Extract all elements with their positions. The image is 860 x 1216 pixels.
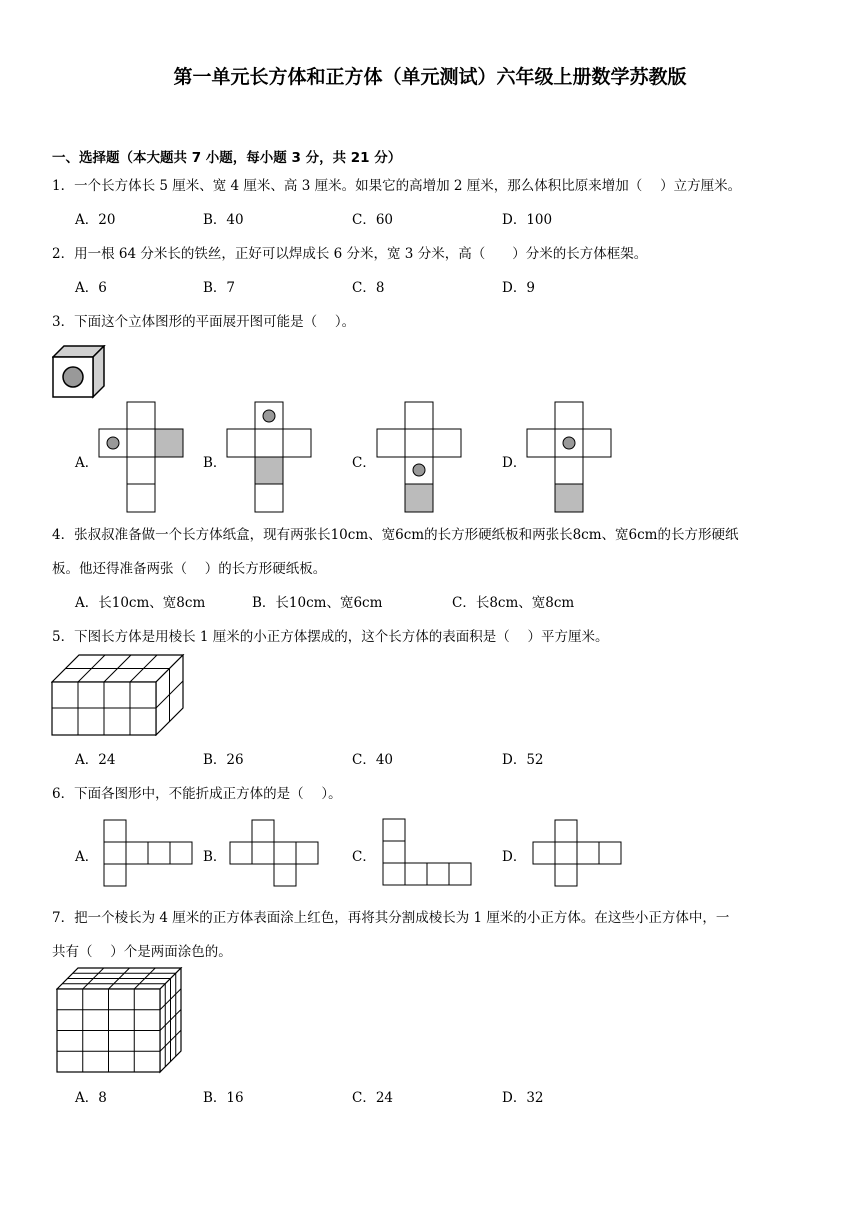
page-title: 第一单元长方体和正方体（单元测试）六年级上册数学苏教版	[173, 66, 687, 88]
q5-option-b[interactable]: B．26	[203, 752, 244, 768]
q6-net-d-figure[interactable]	[532, 819, 626, 887]
q5-option-c[interactable]: C．40	[352, 752, 394, 768]
q7-option-b[interactable]: B．16	[203, 1090, 244, 1106]
question-6-text: 6．下面各图形中，不能折成正方体的是（ ）。	[52, 786, 342, 802]
q6-option-a[interactable]: A．	[75, 849, 99, 865]
net-b-figure[interactable]	[226, 401, 314, 513]
q4-option-c[interactable]: C．长8cm、宽8cm	[452, 595, 575, 611]
question-4-text-line1: 4．张叔叔准备做一个长方体纸盒，现有两张长10cm、宽6cm的长方形硬纸板和两张长8cm、宽6cm的长方形硬纸	[52, 527, 739, 543]
q3-option-c[interactable]: C．	[352, 455, 376, 471]
section-heading: 一、选择题（本大题共 7 小题，每小题 3 分，共 21 分）	[52, 150, 402, 166]
q6-option-d[interactable]: D．	[502, 849, 527, 865]
q5-option-a[interactable]: A．24	[75, 752, 116, 768]
painted-cube-figure	[56, 967, 184, 1075]
q1-option-a[interactable]: A．20	[75, 212, 116, 228]
q6-net-c-figure[interactable]	[382, 818, 476, 888]
question-3-text: 3．下面这个立体图形的平面展开图可能是（ ）。	[52, 314, 356, 330]
q3-option-b[interactable]: B．	[203, 455, 227, 471]
q6-option-c[interactable]: C．	[352, 849, 376, 865]
question-2-text: 2．用一根 64 分米长的铁丝，正好可以焊成长 6 分米，宽 3 分米，高（ ）分米的长方体框架。	[52, 246, 648, 262]
net-a-figure[interactable]	[98, 401, 186, 513]
q2-option-c[interactable]: C．8	[352, 280, 385, 296]
cube-with-circle-figure	[52, 345, 106, 399]
question-7-text-line1: 7．把一个棱长为 4 厘米的正方体表面涂上红色，再将其分割成棱长为 1 厘米的小正方体。在这些小正方体中，一	[52, 910, 730, 926]
q3-option-d[interactable]: D．	[502, 455, 527, 471]
q2-option-d[interactable]: D．9	[502, 280, 535, 296]
q6-net-b-figure[interactable]	[229, 819, 323, 887]
net-c-figure[interactable]	[376, 401, 464, 513]
q4-option-b[interactable]: B．长10cm、宽6cm	[252, 595, 383, 611]
q6-net-a-figure[interactable]	[103, 819, 197, 887]
question-1-text: 1．一个长方体长 5 厘米、宽 4 厘米、高 3 厘米。如果它的高增加 2 厘米，那么体积比原来增加（ ）立方厘米。	[52, 178, 742, 194]
q1-option-b[interactable]: B．40	[203, 212, 244, 228]
q7-option-c[interactable]: C．24	[352, 1090, 394, 1106]
question-4-text-line2: 板。他还得准备两张（ ）的长方形硬纸板。	[52, 561, 327, 577]
question-5-text: 5．下图长方体是用棱长 1 厘米的小正方体摆成的，这个长方体的表面积是（ ）平方厘米。	[52, 629, 609, 645]
q1-option-d[interactable]: D．100	[502, 212, 553, 228]
question-7-text-line2: 共有（ ）个是两面涂色的。	[52, 944, 232, 960]
q7-option-a[interactable]: A．8	[75, 1090, 107, 1106]
q2-option-a[interactable]: A．6	[75, 280, 107, 296]
q4-option-a[interactable]: A．长10cm、宽8cm	[75, 595, 206, 611]
net-d-figure[interactable]	[526, 401, 614, 513]
cuboid-of-small-cubes-figure	[51, 654, 187, 736]
q7-option-d[interactable]: D．32	[502, 1090, 544, 1106]
q3-option-a[interactable]: A．	[75, 455, 99, 471]
q2-option-b[interactable]: B．7	[203, 280, 236, 296]
q1-option-c[interactable]: C．60	[352, 212, 394, 228]
q5-option-d[interactable]: D．52	[502, 752, 544, 768]
q6-option-b[interactable]: B．	[203, 849, 227, 865]
